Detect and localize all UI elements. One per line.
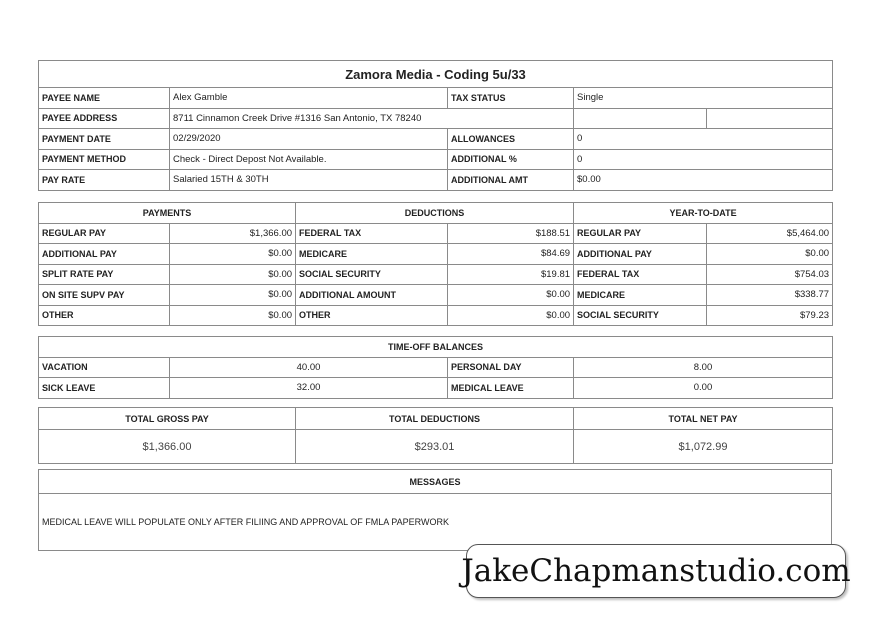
payment-value: $0.00 [170,244,296,265]
empty-cell [707,108,833,129]
payment-date-value: 02/29/2020 [170,129,448,150]
additional-amt-value: $0.00 [574,170,833,191]
ytd-label: SOCIAL SECURITY [574,305,707,326]
total-gross-value: $1,366.00 [39,430,296,464]
deduction-value: $84.69 [448,244,574,265]
tax-status-value: Single [574,88,833,109]
pay-rate-value: Salaried 15TH & 30TH [170,170,448,191]
watermark: JakeChapmanstudio.com [466,544,846,598]
ytd-value: $0.00 [707,244,833,265]
message-text: MEDICAL LEAVE WILL POPULATE ONLY AFTER FILIING AND APPROVAL OF FMLA PAPERWORK [39,494,832,551]
total-net-label: TOTAL NET PAY [574,408,833,430]
ytd-header: YEAR-TO-DATE [574,203,833,224]
ytd-value: $79.23 [707,305,833,326]
ytd-value: $5,464.00 [707,223,833,244]
deductions-header: DEDUCTIONS [296,203,574,224]
deduction-value: $0.00 [448,305,574,326]
payment-date-label: PAYMENT DATE [39,129,170,150]
totals-table [38,407,833,464]
table-row [39,223,833,244]
additional-amt-label: ADDITIONAL AMT [448,170,574,191]
payment-method-value: Check - Direct Depost Not Available. [170,149,448,170]
allowances-label: ALLOWANCES [448,129,574,150]
deduction-label: OTHER [296,305,448,326]
payee-name-label: PAYEE NAME [39,88,170,109]
medical-leave-value: 0.00 [574,378,833,399]
ytd-value: $338.77 [707,285,833,306]
payee-info-table [38,60,833,191]
payments-header: PAYMENTS [39,203,296,224]
sick-leave-value: 32.00 [170,378,448,399]
earnings-table [38,202,833,326]
payment-method-label: PAYMENT METHOD [39,149,170,170]
table-row [39,305,833,326]
total-deductions-value: $293.01 [296,430,574,464]
total-net-value: $1,072.99 [574,430,833,464]
deduction-value: $188.51 [448,223,574,244]
payment-value: $0.00 [170,285,296,306]
table-row [39,264,833,285]
deduction-label: SOCIAL SECURITY [296,264,448,285]
ytd-label: FEDERAL TAX [574,264,707,285]
table-row [39,285,833,306]
time-off-table [38,336,833,399]
total-gross-label: TOTAL GROSS PAY [39,408,296,430]
medical-leave-label: MEDICAL LEAVE [448,378,574,399]
vacation-label: VACATION [39,357,170,378]
payment-label: OTHER [39,305,170,326]
personal-day-value: 8.00 [574,357,833,378]
payment-label: SPLIT RATE PAY [39,264,170,285]
deduction-value: $0.00 [448,285,574,306]
total-deductions-label: TOTAL DEDUCTIONS [296,408,574,430]
ytd-label: ADDITIONAL PAY [574,244,707,265]
payee-name-value: Alex Gamble [170,88,448,109]
payment-value: $0.00 [170,305,296,326]
additional-pct-value: 0 [574,149,833,170]
deduction-label: FEDERAL TAX [296,223,448,244]
sick-leave-label: SICK LEAVE [39,378,170,399]
allowances-value: 0 [574,129,833,150]
payment-value: $0.00 [170,264,296,285]
time-off-header: TIME-OFF BALANCES [39,337,833,358]
payment-value: $1,366.00 [170,223,296,244]
additional-pct-label: ADDITIONAL % [448,149,574,170]
payee-address-value: 8711 Cinnamon Creek Drive #1316 San Antonio, TX 78240 [170,108,574,129]
ytd-label: REGULAR PAY [574,223,707,244]
messages-table [38,469,832,551]
payment-label: REGULAR PAY [39,223,170,244]
table-row [39,244,833,265]
deduction-value: $19.81 [448,264,574,285]
ytd-value: $754.03 [707,264,833,285]
empty-cell [574,108,707,129]
stub-title: Zamora Media - Coding 5u/33 [39,61,833,88]
deduction-label: ADDITIONAL AMOUNT [296,285,448,306]
payment-label: ADDITIONAL PAY [39,244,170,265]
messages-header: MESSAGES [39,470,832,494]
payment-label: ON SITE SUPV PAY [39,285,170,306]
ytd-label: MEDICARE [574,285,707,306]
tax-status-label: TAX STATUS [448,88,574,109]
pay-rate-label: PAY RATE [39,170,170,191]
personal-day-label: PERSONAL DAY [448,357,574,378]
deduction-label: MEDICARE [296,244,448,265]
payee-address-label: PAYEE ADDRESS [39,108,170,129]
vacation-value: 40.00 [170,357,448,378]
